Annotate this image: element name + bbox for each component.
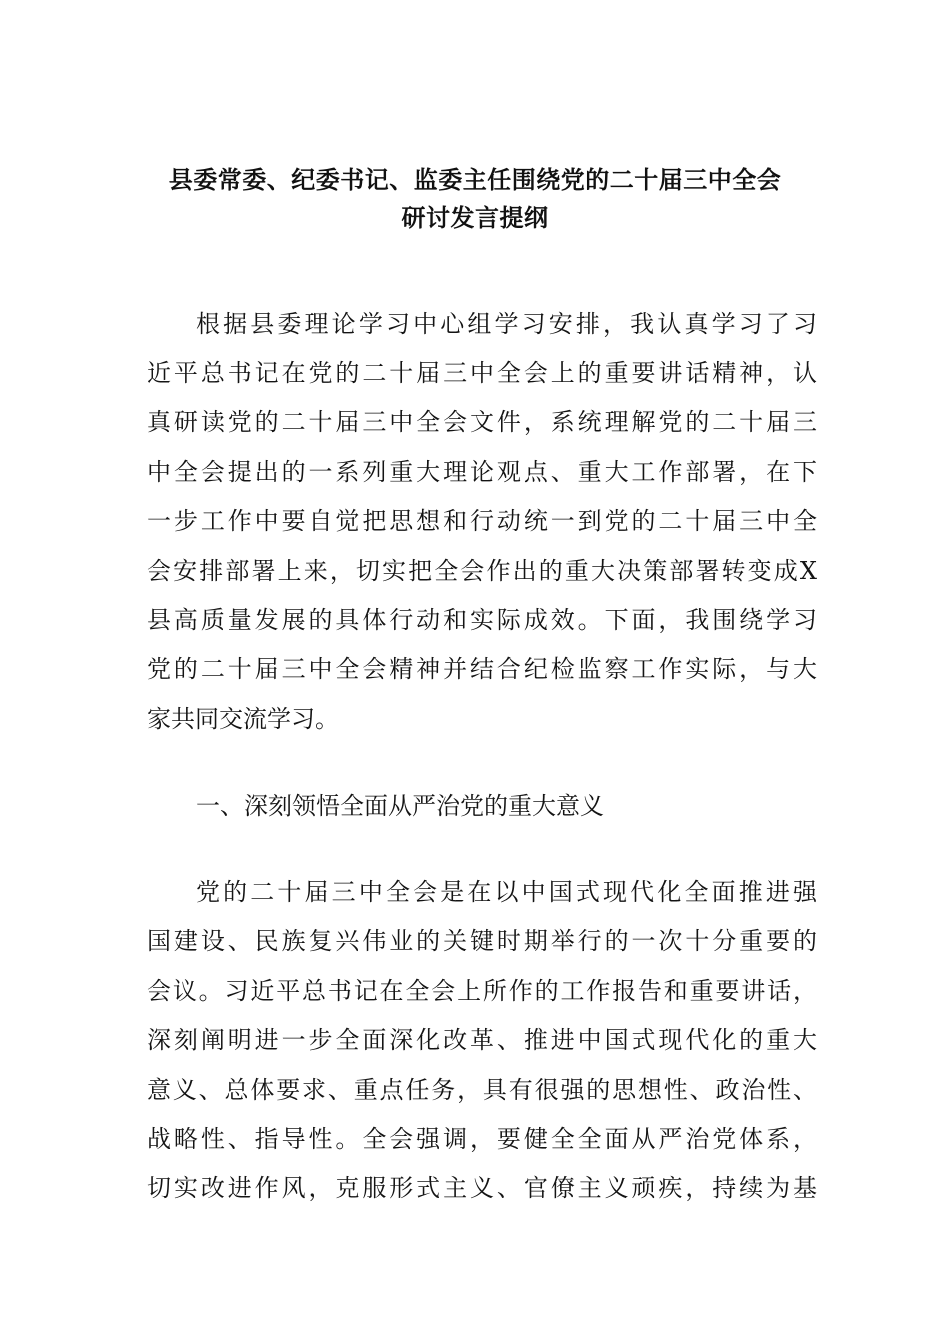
paragraph-2-line-1: 党的二十届三中全会是在以中国式现代化全面推进强: [196, 878, 817, 906]
document-title-line-1: 县委常委、纪委书记、监委主任围绕党的二十届三中全会: [168, 166, 782, 194]
paragraph-1-line-2: 近平总书记在党的二十届三中全会上的重要讲话精神，认: [147, 359, 817, 387]
paragraph-1-line-5: 一步工作中要自觉把思想和行动统一到党的二十届三中全: [147, 507, 817, 535]
paragraph-1-line-7: 县高质量发展的具体行动和实际成效。下面，我围绕学习: [147, 606, 817, 634]
paragraph-1-line-3: 真研读党的二十届三中全会文件，系统理解党的二十届三: [147, 408, 817, 436]
section-heading-1: 一、深刻领悟全面从严治党的重大意义: [196, 792, 604, 820]
paragraph-2-line-5: 意义、总体要求、重点任务，具有很强的思想性、政治性、: [147, 1076, 817, 1104]
paragraph-1-line-6: 会安排部署上来，切实把全会作出的重大决策部署转变成X: [147, 557, 817, 585]
paragraph-2-line-4: 深刻阐明进一步全面深化改革、推进中国式现代化的重大: [147, 1026, 817, 1054]
paragraph-1-line-9: 家共同交流学习。: [147, 705, 339, 733]
paragraph-2-line-2: 国建设、民族复兴伟业的关键时期举行的一次十分重要的: [147, 927, 817, 955]
paragraph-1-line-8: 党的二十届三中全会精神并结合纪检监察工作实际，与大: [147, 655, 817, 683]
paragraph-1-line-4: 中全会提出的一系列重大理论观点、重大工作部署，在下: [147, 458, 817, 486]
paragraph-2-line-3: 会议。习近平总书记在全会上所作的工作报告和重要讲话，: [147, 977, 817, 1005]
paragraph-1-line-1: 根据县委理论学习中心组学习安排，我认真学习了习: [196, 310, 817, 338]
paragraph-2-line-7: 切实改进作风，克服形式主义、官僚主义顽疾，持续为基: [147, 1174, 817, 1202]
paragraph-2-line-6: 战略性、指导性。全会强调，要健全全面从严治党体系，: [147, 1125, 817, 1153]
document-title-line-2: 研讨发言提纲: [401, 204, 549, 232]
